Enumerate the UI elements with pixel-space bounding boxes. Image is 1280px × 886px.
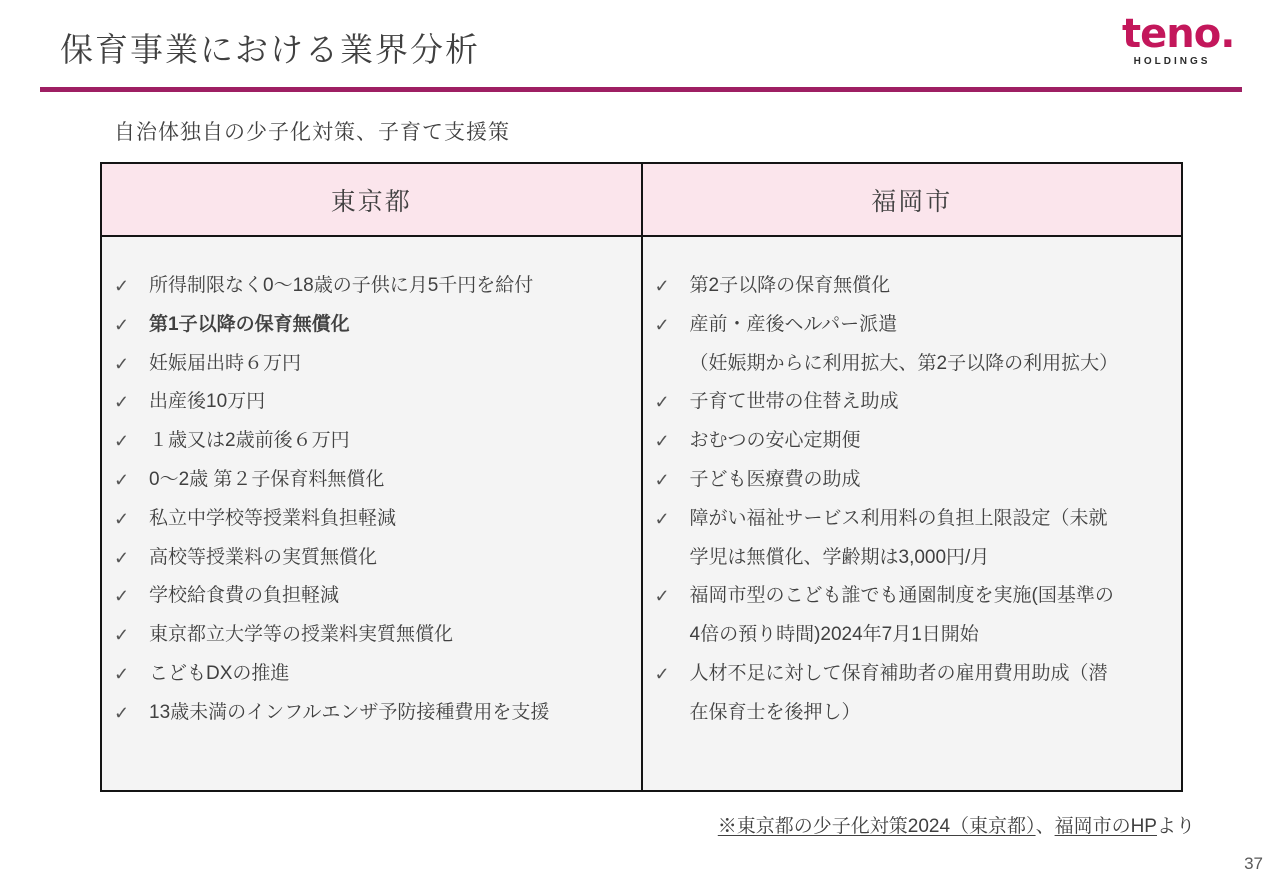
table-header-row [101, 163, 1182, 236]
logo-wordmark: teno. [1122, 11, 1235, 57]
list-item-line [112, 539, 635, 578]
list-item-text: おむつの安心定期便 [689, 430, 861, 452]
checkmark-icon: ✓ [654, 469, 670, 490]
checkmark-icon: ✓ [654, 392, 670, 413]
column-body-tokyo [101, 236, 642, 791]
list-item-text: 学児は無償化、学齢期は3,000円/月 [689, 546, 990, 568]
list-item [653, 306, 1176, 384]
check-list-tokyo [112, 267, 635, 733]
source-note-segment: 、 [1035, 816, 1055, 837]
list-item [112, 383, 635, 422]
list-item-line [112, 461, 635, 500]
source-note-segment: 福岡市のHP [1054, 816, 1157, 837]
list-item-line [653, 383, 1176, 422]
list-item-text: 人材不足に対して保育補助者の雇用費用助成（潜 [689, 662, 1108, 684]
list-item-text: 妊娠届出時６万円 [149, 352, 302, 374]
list-item [112, 422, 635, 461]
checkmark-icon: ✓ [654, 431, 670, 452]
source-note-segment: より [1156, 816, 1195, 837]
list-item-line [653, 267, 1176, 306]
page-number: 37 [1244, 854, 1263, 873]
list-item-text: 東京都立大学等の授業料実質無償化 [149, 624, 454, 646]
list-item-line [653, 461, 1176, 500]
list-item-text: 4倍の預り時間)2024年7月1日開始 [689, 624, 979, 646]
column-header-fukuoka: 福岡市 [642, 163, 1183, 236]
source-note [718, 811, 1195, 838]
list-item-text: 出産後10万円 [149, 391, 266, 413]
list-item [653, 500, 1176, 578]
list-item-line [112, 655, 635, 694]
list-item-line [653, 655, 1176, 694]
list-item-text: 在保育士を後押し） [689, 701, 861, 723]
list-item-text: 子ども医療費の助成 [689, 468, 861, 490]
teno-logo [1122, 11, 1235, 67]
list-item-text: 障がい福祉サービス利用料の負担上限設定（未就 [689, 507, 1108, 529]
column-header-tokyo: 東京都 [101, 163, 642, 236]
list-item [112, 655, 635, 694]
list-item [112, 345, 635, 384]
title-divider [40, 87, 1242, 92]
checkmark-icon: ✓ [114, 392, 130, 413]
checkmark-icon: ✓ [654, 508, 670, 529]
checkmark-icon: ✓ [114, 547, 130, 568]
source-note-segment: ※東京都の少子化対策2024（東京都） [717, 816, 1036, 837]
list-item-continuation [653, 345, 1176, 384]
checkmark-icon: ✓ [114, 625, 130, 646]
list-item-line [112, 694, 635, 733]
checkmark-icon: ✓ [654, 276, 670, 296]
list-item [112, 267, 635, 306]
checkmark-icon: ✓ [114, 431, 130, 452]
list-item-line [112, 577, 635, 616]
list-item-text: 私立中学校等授業料負担軽減 [149, 507, 397, 529]
subtitle: 自治体独自の少子化対策、子育て支援策 [114, 121, 510, 144]
checkmark-icon: ✓ [114, 353, 130, 374]
list-item-continuation [653, 539, 1176, 578]
list-item [653, 655, 1176, 733]
page-title: 保育事業における業界分析 [60, 31, 480, 68]
checkmark-icon: ✓ [114, 469, 130, 490]
list-item-line [112, 383, 635, 422]
list-item-text: 0～2歳 第２子保育料無償化 [149, 468, 385, 490]
list-item [112, 461, 635, 500]
logo-holdings-label: HOLDINGS [1133, 56, 1211, 67]
table-body-row [101, 236, 1182, 791]
list-item-text: 学校給食費の負担軽減 [149, 585, 340, 607]
checkmark-icon: ✓ [114, 586, 130, 607]
list-item-text: 高校等授業料の実質無償化 [149, 546, 378, 568]
list-item-text: 13歳未満のインフルエンザ予防接種費用を支援 [149, 701, 550, 723]
list-item-line [653, 306, 1176, 345]
list-item [653, 461, 1176, 500]
list-item-continuation [653, 616, 1176, 655]
list-item [653, 422, 1176, 461]
list-item [112, 616, 635, 655]
list-item-text: 福岡市型のこども誰でも通園制度を実施(国基準の [689, 585, 1114, 607]
list-item-line [653, 422, 1176, 461]
list-item-continuation [653, 694, 1176, 733]
list-item [112, 577, 635, 616]
check-list-fukuoka [653, 267, 1176, 733]
list-item-text: （妊娠期からに利用拡大、第2子以降の利用拡大） [689, 352, 1119, 374]
list-item-line [112, 345, 635, 384]
list-item-text: 第2子以降の保育無償化 [689, 275, 891, 296]
list-item [112, 500, 635, 539]
list-item-text: 第1子以降の保育無償化 [149, 313, 350, 335]
list-item-line [653, 577, 1176, 616]
checkmark-icon: ✓ [114, 702, 130, 723]
list-item-text: 子育て世帯の住替え助成 [689, 391, 899, 413]
list-item-line [112, 616, 635, 655]
list-item-line [112, 306, 635, 345]
list-item [653, 267, 1176, 306]
checkmark-icon: ✓ [114, 314, 130, 335]
list-item [112, 539, 635, 578]
checkmark-icon: ✓ [114, 508, 130, 529]
list-item [112, 694, 635, 733]
list-item [112, 306, 635, 345]
checkmark-icon: ✓ [654, 314, 670, 335]
checkmark-icon: ✓ [114, 276, 130, 296]
list-item-line [112, 500, 635, 539]
checkmark-icon: ✓ [654, 586, 670, 607]
list-item-line [112, 267, 635, 306]
list-item-text: １歳又は2歳前後６万円 [149, 430, 350, 452]
checkmark-icon: ✓ [654, 663, 670, 684]
list-item-text: こどもDXの推進 [149, 662, 290, 684]
list-item-line [653, 500, 1176, 539]
list-item [653, 577, 1176, 655]
column-body-fukuoka [642, 236, 1183, 791]
checkmark-icon: ✓ [114, 663, 130, 684]
comparison-table [100, 162, 1183, 792]
list-item-text: 産前・産後ヘルパー派遣 [689, 313, 898, 335]
list-item-line [112, 422, 635, 461]
list-item [653, 383, 1176, 422]
list-item-text: 所得制限なく0～18歳の子供に月5千円を給付 [149, 275, 534, 296]
